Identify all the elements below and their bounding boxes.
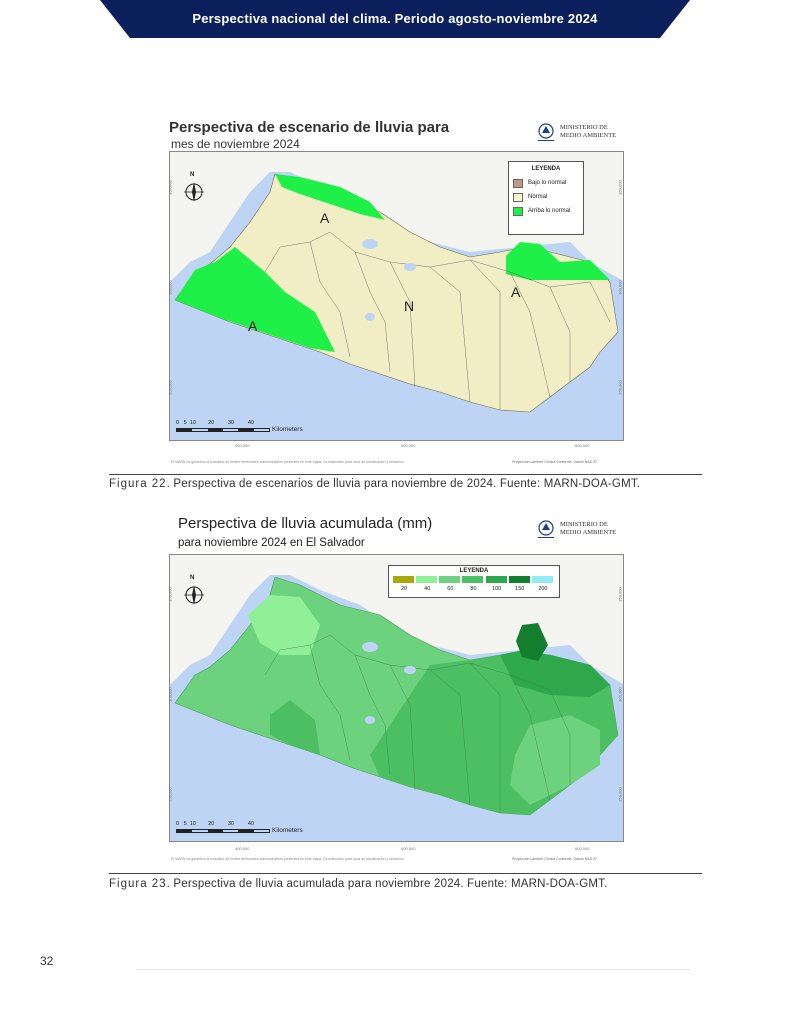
legend-item — [532, 576, 554, 592]
scale-bar-graphic — [176, 428, 270, 432]
north-arrow — [182, 575, 206, 607]
map-projection: Proyección:Lambert Cónica Conforme. Datum NAD 27 — [512, 857, 597, 861]
scale-ticks: 0 5 10 20 30 40 — [176, 420, 254, 426]
scale-bar — [176, 420, 306, 440]
compass-icon — [182, 180, 206, 204]
legend-item — [416, 576, 438, 592]
map-disclaimer: El MARN no garantiza la exactitud de límites territoriales administrativos presentes en este mapa. Es elaborado para usos de planificación y ubicación. — [171, 857, 405, 861]
legend-swatch — [509, 576, 530, 583]
figure-23 — [165, 512, 625, 867]
coord-x: 500,000 — [401, 443, 416, 448]
footer-divider — [136, 969, 690, 970]
coord-y: 300,000 — [167, 280, 173, 295]
legend-item — [513, 204, 579, 218]
coord-y: 250,000 — [617, 787, 623, 802]
legend-swatch — [513, 179, 523, 188]
map-disclaimer: El MARN no garantiza la exactitud de límites territoriales administrativos presentes en este mapa. Es elaborado para usos de planificación y ubicación. — [171, 460, 405, 464]
figure-title: Perspectiva de lluvia acumulada (mm) — [178, 515, 433, 532]
legend-swatch — [486, 576, 507, 583]
caption-divider — [109, 474, 702, 475]
map-legend — [508, 161, 584, 235]
legend-label: Arriba lo normal — [528, 208, 571, 214]
caption-label: Figura 22 — [109, 478, 167, 490]
legend-label: Bajo lo normal — [528, 180, 567, 186]
ministry-logo — [535, 518, 625, 548]
legend-label: Normal — [528, 194, 548, 200]
legend-swatch — [462, 576, 483, 583]
ministry-name: MINISTERIO DE MEDIO AMBIENTE — [560, 521, 617, 536]
scale-bar — [176, 821, 306, 841]
north-label: N — [190, 172, 195, 178]
legend-title: LEYENDA — [531, 166, 561, 172]
legend-item — [462, 576, 484, 592]
legend-label: 200 — [538, 586, 548, 592]
coat-of-arms-icon — [535, 518, 557, 542]
legend-item — [513, 190, 579, 204]
legend-label: 60 — [447, 586, 454, 592]
legend-item — [393, 576, 415, 592]
accumulated-rain-map — [169, 554, 624, 842]
coord-x: 400,000 — [235, 846, 250, 851]
coord-y: 350,000 — [617, 587, 623, 602]
header-title: Perspectiva nacional del clima. Periodo agosto-noviembre 2024 — [192, 11, 598, 26]
coord-y: 300,000 — [167, 687, 173, 702]
map-legend — [388, 565, 560, 598]
legend-item — [509, 576, 531, 592]
legend-swatch — [416, 576, 437, 583]
scale-unit: Kilometers — [272, 827, 303, 834]
coord-x: 600,000 — [575, 443, 590, 448]
legend-label: 150 — [515, 586, 525, 592]
scale-unit: Kilometers — [272, 426, 303, 433]
scale-bar-graphic — [176, 829, 270, 833]
caption-divider — [109, 873, 702, 874]
legend-item — [486, 576, 508, 592]
map-label-above-normal: A — [511, 284, 521, 300]
scale-ticks: 0 5 10 20 30 40 — [176, 821, 254, 827]
ministry-name: MINISTERIO DE MEDIO AMBIENTE — [560, 124, 617, 139]
map-canvas — [167, 555, 624, 842]
coord-x: 500,000 — [401, 846, 416, 851]
coord-y: 300,000 — [617, 280, 623, 295]
caption-label: Figura 23 — [109, 878, 167, 890]
figure-22 — [165, 115, 625, 470]
coord-x: 400,000 — [235, 443, 250, 448]
legend-swatch — [513, 193, 523, 202]
map-label-normal: N — [404, 298, 415, 314]
legend-label: 80 — [470, 586, 477, 592]
coord-y: 350,000 — [167, 180, 173, 195]
caption-text: . Perspectiva de lluvia acumulada para noviembre 2024. Fuente: MARN-DOA-GMT. — [166, 878, 608, 890]
north-arrow — [182, 172, 206, 204]
north-label: N — [190, 575, 195, 581]
figure-caption — [109, 878, 607, 890]
legend-label: 100 — [492, 586, 502, 592]
legend-title: LEYENDA — [459, 568, 489, 574]
coat-of-arms-icon — [535, 121, 557, 145]
caption-text: . Perspectiva de escenarios de lluvia para noviembre de 2024. Fuente: MARN-DOA-GMT. — [166, 478, 641, 490]
coord-x: 600,000 — [575, 846, 590, 851]
compass-icon — [182, 583, 206, 607]
figure-caption — [109, 478, 640, 490]
rain-scenario-map — [169, 151, 624, 441]
figure-subtitle: para noviembre 2024 en El Salvador — [178, 537, 365, 549]
coord-y: 250,000 — [167, 380, 173, 395]
figure-subtitle: mes de noviembre 2024 — [171, 137, 300, 151]
coord-y: 300,000 — [617, 687, 623, 702]
legend-item — [439, 576, 461, 592]
legend-swatch — [513, 207, 523, 216]
legend-swatch — [439, 576, 460, 583]
legend-label: 20 — [401, 586, 408, 592]
map-label-above-normal: A — [320, 210, 330, 226]
coord-y: 350,000 — [167, 587, 173, 602]
coord-y: 250,000 — [617, 380, 623, 395]
header-banner — [100, 0, 690, 38]
coord-y: 350,000 — [617, 180, 623, 195]
map-projection: Proyección:Lambert Cónica Conforme. Datum NAD 27 — [512, 460, 597, 464]
legend-label: 40 — [424, 586, 431, 592]
figure-title: Perspectiva de escenario de lluvia para — [169, 119, 450, 136]
ministry-logo — [535, 121, 625, 151]
map-label-above-normal: A — [248, 318, 258, 334]
legend-swatch — [393, 576, 414, 583]
legend-swatch — [532, 576, 553, 583]
legend-item — [513, 176, 579, 190]
page-number: 32 — [40, 954, 54, 968]
coord-y: 250,000 — [167, 787, 173, 802]
